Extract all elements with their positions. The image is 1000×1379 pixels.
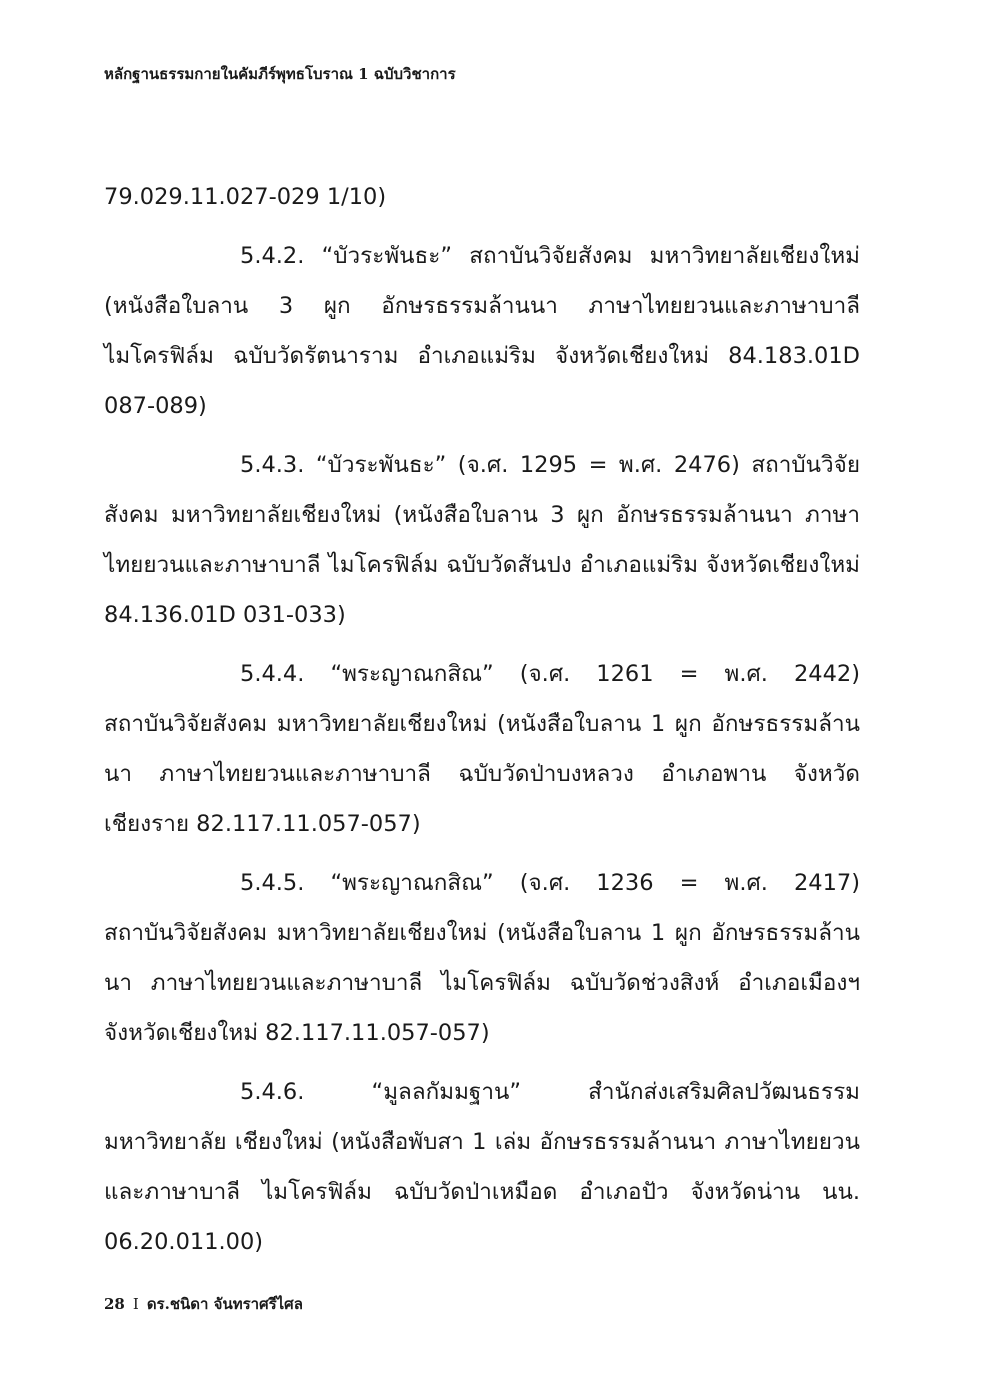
continuation-text: 79.029.11.027-029 1/10) xyxy=(104,184,387,210)
author-name: ดร.ชนิดา จันทราศรีไศล xyxy=(146,1295,303,1313)
footer-separator: I xyxy=(132,1295,139,1313)
bibliography-entry: 5.4.5. “พระญาณกสิณ” (จ.ศ. 1236 = พ.ศ. 2417) สถาบันวิจัยสังคม มหาวิทยาลัยเชียงใหม่ (หนังสือใบลาน 1 ผูก อักษรธรรมล้านนา ภาษาไทยยวนและภาษาบาลี ไมโครฟิล์ม ฉบับวัดช่วงสิงห์ อำเภอเมืองฯ จังหวัดเชียงใหม่ 82.117.11.057-057) xyxy=(104,870,860,1046)
bibliography-entry: 5.4.4. “พระญาณกสิณ” (จ.ศ. 1261 = พ.ศ. 2442) สถาบันวิจัยสังคม มหาวิทยาลัยเชียงใหม่ (หนังสือใบลาน 1 ผูก อักษรธรรมล้านนา ภาษาไทยยวนและภาษาบาลี ฉบับวัดป่าบงหลวง อำเภอพาน จังหวัดเชียงราย 82.117.11.057-057) xyxy=(104,661,860,837)
bibliography-entry: 5.4.2. “บัวระพันธะ” สถาบันวิจัยสังคม มหาวิทยาลัยเชียงใหม่ (หนังสือใบลาน 3 ผูก อักษรธรรมล้านนา ภาษาไทยยวนและภาษาบาลี ไมโครฟิล์ม ฉบับวัดรัตนาราม อำเภอแม่ริม จังหวัดเชียงใหม่ 84.183.01D 087-089) xyxy=(104,243,860,419)
running-head-title: หลักฐานธรรมกายในคัมภีร์พุทธโบราณ 1 ฉบับวิชาการ xyxy=(104,65,456,83)
body-text xyxy=(104,172,860,1276)
bibliography-entry: 5.4.3. “บัวระพันธะ” (จ.ศ. 1295 = พ.ศ. 2476) สถาบันวิจัยสังคม มหาวิทยาลัยเชียงใหม่ (หนังสือใบลาน 3 ผูก อักษรธรรมล้านนา ภาษาไทยยวนและภาษาบาลี ไมโครฟิล์ม ฉบับวัดสันปง อำเภอแม่ริม จังหวัดเชียงใหม่ 84.136.01D 031-033) xyxy=(104,452,860,628)
page-number: 28 xyxy=(104,1295,125,1313)
bibliography-entry: 5.4.6. “มูลลกัมมฐาน” สำนักส่งเสริมศิลปวัฒนธรรม มหาวิทยาลัย เชียงใหม่ (หนังสือพับสา 1 เล่ม อักษรธรรมล้านนา ภาษาไทยยวนและภาษาบาลี ไมโครฟิล์ม ฉบับวัดป่าเหมือด อำเภอปัว จังหวัดน่าน นน. 06.20.011.00) xyxy=(104,1079,860,1255)
page-footer xyxy=(104,1292,303,1316)
